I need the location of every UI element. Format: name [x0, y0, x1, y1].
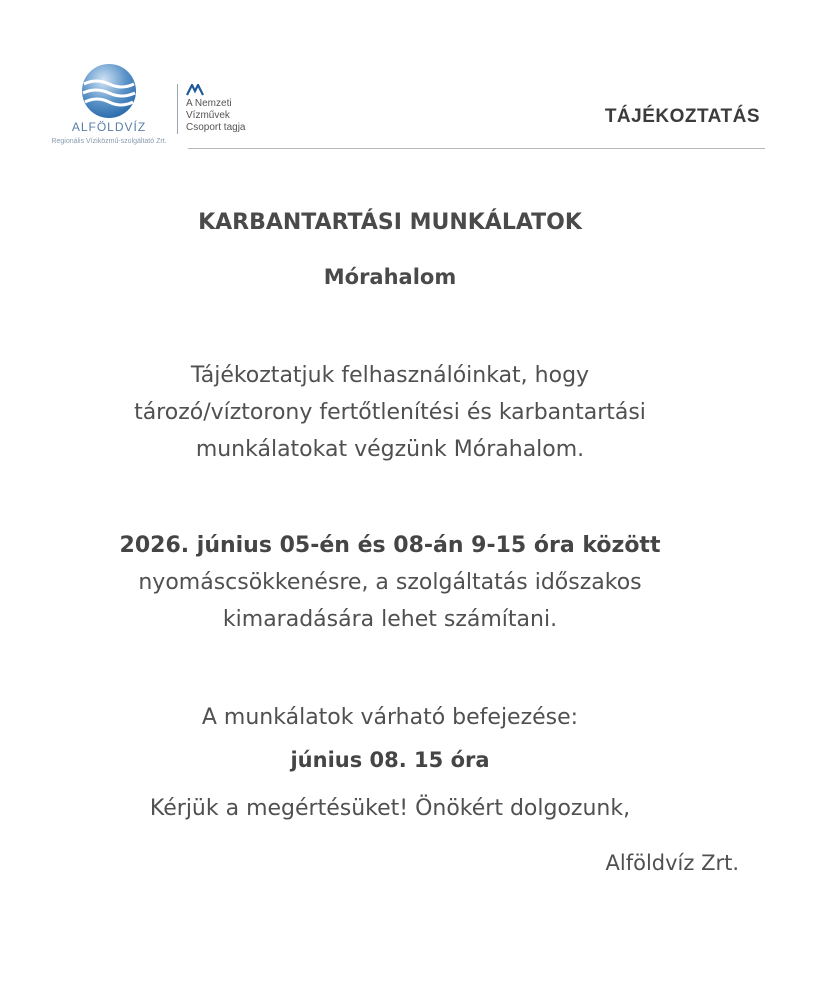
- intro-line: munkálatokat végzünk Mórahalom.: [195, 437, 585, 462]
- group-line: A Nemzeti: [186, 98, 232, 109]
- completion-date: június 08. 15 óra: [290, 748, 490, 772]
- logo-name: ALFÖLDVÍZ: [71, 120, 147, 134]
- logo-divider: [177, 84, 178, 134]
- location-title: Mórahalom: [323, 265, 457, 289]
- schedule-line: kimaradására lehet számítani.: [222, 607, 558, 632]
- notice-title: KARBANTARTÁSI MUNKÁLATOK: [198, 210, 582, 235]
- group-line: Csoport tagja: [186, 122, 246, 133]
- notice-label: TÁJÉKOZTATÁS: [604, 106, 760, 127]
- group-membership-text: [186, 98, 276, 134]
- schedule-paragraph: [0, 527, 780, 638]
- intro-paragraph: [0, 357, 780, 468]
- closing-text: Kérjük a megértésüket! Önökért dolgozunk,: [149, 796, 631, 821]
- group-line: Vízművek: [186, 110, 230, 121]
- logo-tagline: Regionális Víziközmű-szolgáltató Zrt.: [51, 138, 167, 145]
- schedule-dates: 2026. június 05-én és 08-án 9-15 óra között: [119, 533, 661, 558]
- water-waves-logo-icon: [80, 62, 138, 120]
- intro-line: tározó/víztorony fertőtlenítési és karbantartási: [134, 400, 646, 425]
- header-divider: [188, 148, 765, 149]
- signature: Alföldvíz Zrt.: [605, 851, 739, 875]
- company-logo: [30, 60, 180, 155]
- completion-label: A munkálatok várható befejezése:: [201, 705, 579, 730]
- nv-group-logo-icon: [186, 84, 204, 96]
- intro-line: Tájékoztatjuk felhasználóinkat, hogy: [190, 363, 590, 388]
- schedule-line: nyomáscsökkenésre, a szolgáltatás időszakos: [138, 570, 642, 595]
